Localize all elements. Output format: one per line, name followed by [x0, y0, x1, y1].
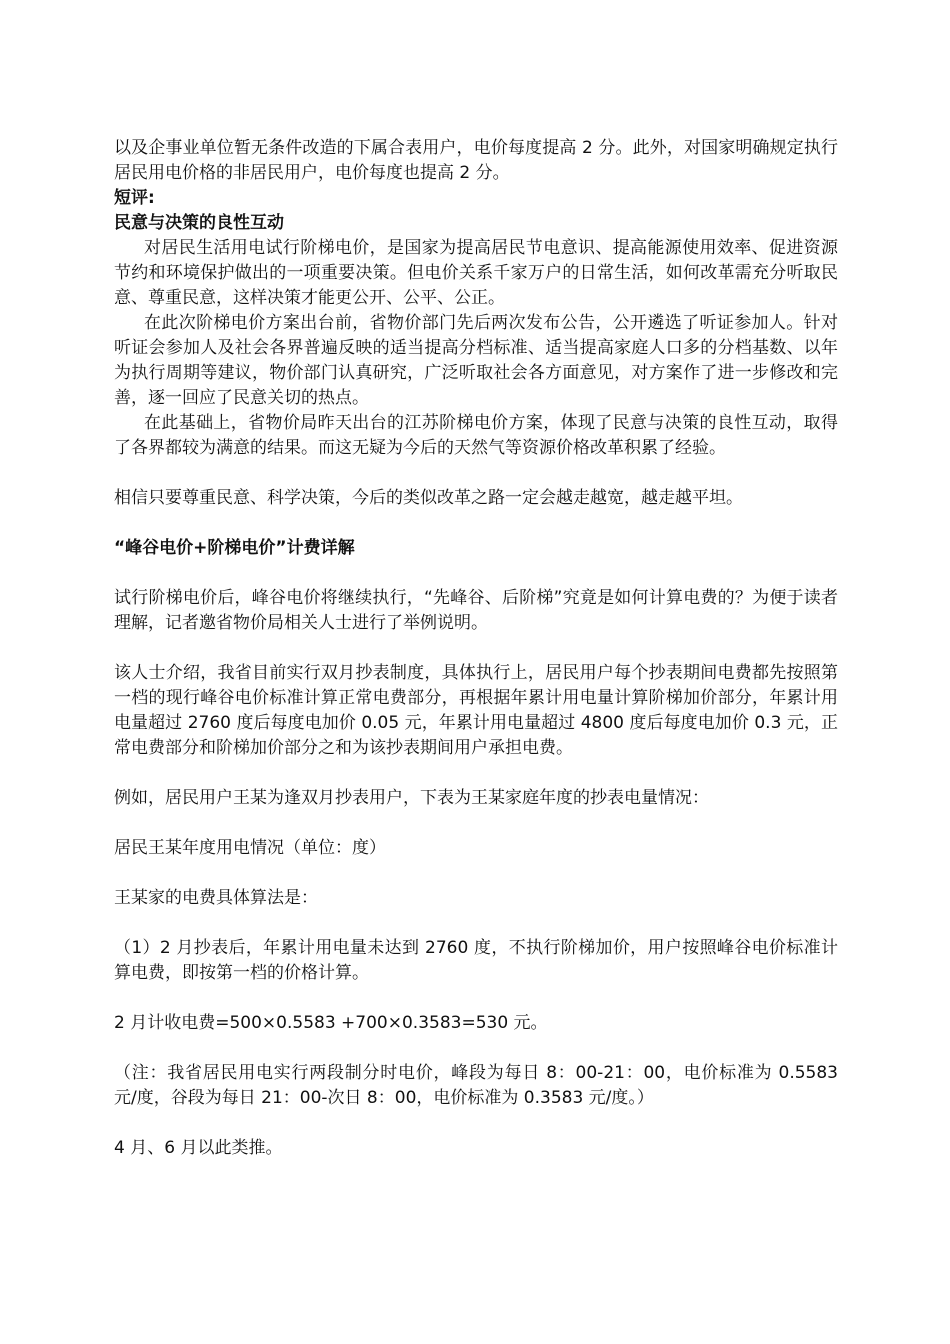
spacer	[114, 561, 838, 586]
spacer	[114, 986, 838, 1011]
spacer	[114, 911, 838, 936]
spacer	[114, 1036, 838, 1061]
section-title: “峰谷电价+阶梯电价”计费详解	[114, 538, 355, 558]
spacer	[114, 636, 838, 661]
table-caption: 居民王某年度用电情况（单位：度）	[114, 838, 386, 858]
paragraph-hearing: 在此次阶梯电价方案出台前，省物价部门先后两次发布公告，公开遴选了听证参加人。针对听证会参加人及社会各界普遍反映的适当提高分档标准、适当提高家庭人口多的分档基数、以年为执行周期等建议，物价部门认真研究，广泛听取社会各方面意见，对方案作了进一步修改和完善，逐一回应了民意关切的热点。	[114, 313, 838, 408]
paragraph-conclusion: 相信只要尊重民意、科学决策，今后的类似改革之路一定会越走越宽，越走越平坦。	[114, 488, 743, 508]
paragraph-decision: 对居民生活用电试行阶梯电价，是国家为提高居民节电意识、提高能源使用效率、促进资源节约和环境保护做出的一项重要决策。但电价关系千家万户的日常生活，如何改革需充分听取民意、尊重民意，这样决策才能更公开、公平、公正。	[114, 238, 838, 308]
spacer	[114, 861, 838, 886]
paragraph-analogy: 4 月、6 月以此类推。	[114, 1138, 283, 1158]
paragraph-explanation: 该人士介绍，我省目前实行双月抄表制度，具体执行上，居民用户每个抄表期间电费都先按照第一档的现行峰谷电价标准计算正常电费部分，再根据年累计用电量计算阶梯加价部分，年累计用电量超过 2760 度后每度电加价 0.05 元，年累计用电量超过 4800 度后每度电加价 0.3 元，正常电费部分和阶梯加价部分之和为该抄表期间用户承担电费。	[114, 663, 838, 758]
paragraph-intro: 试行阶梯电价后，峰谷电价将继续执行，“先峰谷、后阶梯”究竟是如何计算电费的？为便于读者理解，记者邀省物价局相关人士进行了举例说明。	[114, 588, 838, 633]
comment-title: 民意与决策的良性互动	[114, 213, 284, 233]
paragraph-formula: 2 月计收电费=500×0.5583 +700×0.3583=530 元。	[114, 1013, 548, 1033]
paragraph-step-1: （1）2 月抄表后，年累计用电量未达到 2760 度，不执行阶梯加价，用户按照峰谷电价标准计算电费，即按第一档的价格计算。	[114, 938, 838, 983]
paragraph-surcharge: 以及企事业单位暂无条件改造的下属合表用户，电价每度提高 2 分。此外，对国家明确规定执行居民用电价格的非居民用户，电价每度也提高 2 分。	[114, 138, 838, 183]
spacer	[114, 461, 838, 486]
paragraph-interaction: 在此基础上，省物价局昨天出台的江苏阶梯电价方案，体现了民意与决策的良性互动，取得了各界都较为满意的结果。而这无疑为今后的天然气等资源价格改革积累了经验。	[114, 413, 838, 458]
spacer	[114, 511, 838, 536]
comment-label: 短评:	[114, 188, 155, 208]
document-page	[114, 136, 838, 1161]
paragraph-note: （注：我省居民用电实行两段制分时电价，峰段为每日 8：00-21：00，电价标准为 0.5583 元/度，谷段为每日 21：00-次日 8：00，电价标准为 0.3583 元/度。）	[114, 1063, 838, 1108]
paragraph-example: 例如，居民用户王某为逢双月抄表用户，下表为王某家庭年度的抄表电量情况：	[114, 788, 709, 808]
paragraph-method: 王某家的电费具体算法是：	[114, 888, 318, 908]
spacer	[114, 811, 838, 836]
spacer	[114, 1111, 838, 1136]
spacer	[114, 761, 838, 786]
